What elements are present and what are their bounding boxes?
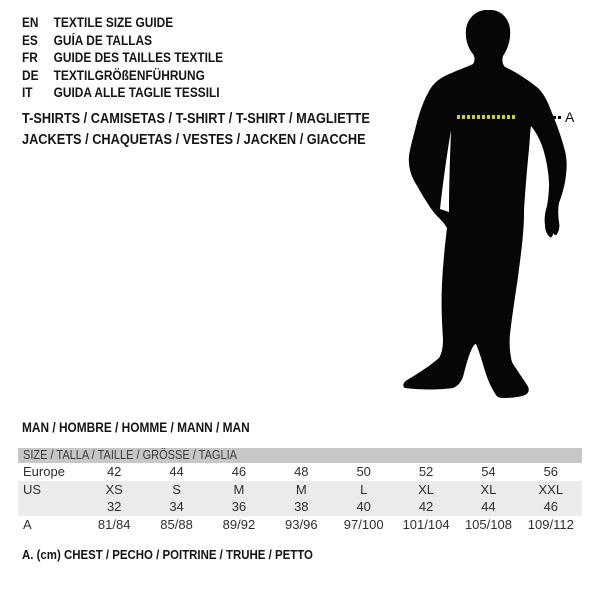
table-cell: 42 (106, 464, 122, 479)
language-label: GUIDE DES TAILLES TEXTILE (53, 50, 224, 65)
table-row-label (18, 498, 83, 516)
language-row-text (22, 32, 152, 50)
man-silhouette (403, 10, 566, 398)
language-row (22, 14, 251, 32)
table-cell: 44 (169, 464, 184, 479)
category-list (22, 109, 417, 150)
language-code: ES (22, 32, 38, 48)
language-row-text (22, 49, 223, 67)
chest-measure-line (457, 115, 517, 119)
table-cell: 54 (481, 464, 496, 479)
size-table-header (18, 448, 582, 463)
size-table (18, 448, 582, 534)
table-cell: 32 (106, 499, 122, 514)
language-code: FR (22, 50, 38, 65)
section-title (22, 420, 281, 436)
measurement-footnote (22, 547, 353, 563)
language-row (22, 67, 251, 85)
table-cell: 105/108 (464, 517, 512, 532)
table-cell: M (233, 482, 245, 497)
language-row (22, 49, 251, 67)
table-cell: 36 (231, 499, 247, 514)
table-cell: 34 (169, 499, 184, 514)
table-cell: 101/104 (402, 517, 450, 532)
language-code: IT (22, 85, 33, 100)
table-cell: 46 (231, 464, 247, 479)
table-row (18, 498, 582, 516)
measure-label-a: A (565, 109, 575, 125)
table-row-label: US (23, 482, 42, 497)
table-cell: 44 (481, 499, 496, 514)
table-cell: 85/88 (160, 517, 193, 532)
language-code: DE (22, 67, 39, 83)
figure-area (395, 8, 580, 400)
language-row (22, 84, 251, 102)
table-row (18, 516, 582, 534)
table-cell: M (295, 482, 307, 497)
table-cell: 81/84 (97, 517, 131, 532)
category-line (22, 130, 417, 151)
language-label: TEXTILGRÖßENFÜHRUNG (53, 67, 205, 83)
table-cell: 52 (418, 464, 434, 479)
table-cell: XS (105, 482, 123, 497)
table-cell: 93/96 (285, 517, 318, 532)
table-row (18, 481, 582, 498)
language-row-text (22, 67, 205, 85)
measure-connector-line (548, 116, 562, 119)
language-code: EN (22, 15, 39, 30)
section-title-text: MAN / HOMBRE / HOMME / MANN / MAN (22, 420, 250, 435)
table-cell: 56 (543, 464, 559, 479)
category-line-text: JACKETS / CHAQUETAS / VESTES / JACKEN / GIACCHE (22, 131, 366, 148)
table-cell: 48 (294, 464, 309, 479)
language-row-text (22, 84, 220, 102)
table-row (18, 463, 582, 481)
language-row (22, 32, 251, 50)
table-cell: XL (480, 482, 497, 497)
language-row-text (22, 14, 173, 32)
table-cell: XL (418, 482, 435, 497)
language-list (22, 14, 251, 102)
man-silhouette-image (395, 8, 580, 400)
size-table-body (18, 463, 582, 534)
table-cell: 38 (294, 499, 309, 514)
table-cell: 89/92 (222, 517, 256, 532)
table-row-label: Europe (23, 464, 65, 479)
category-line (22, 109, 417, 130)
table-cell: L (360, 482, 368, 497)
language-label: GUÍA DE TALLAS (53, 32, 153, 48)
category-line-text: T-SHIRTS / CAMISETAS / T-SHIRT / T-SHIRT / MAGLIETTE (22, 111, 370, 127)
language-label: GUIDA ALLE TAGLIE TESSILI (53, 85, 220, 100)
language-label: TEXTILE SIZE GUIDE (53, 15, 174, 30)
table-cell: 97/100 (343, 517, 384, 532)
table-cell: 42 (418, 499, 434, 514)
table-cell: 40 (356, 499, 371, 514)
table-cell: 109/112 (527, 517, 574, 532)
table-cell: 50 (356, 464, 371, 479)
table-row-label: A (23, 517, 32, 532)
table-cell: S (172, 482, 181, 497)
size-table-header-text: SIZE / TALLA / TAILLE / GRÖSSE / TAGLIA (23, 448, 237, 462)
table-cell: XXL (538, 482, 564, 497)
measurement-footnote-text: A. (cm) CHEST / PECHO / POITRINE / TRUHE / PETTO (22, 547, 313, 562)
table-cell: 46 (543, 499, 559, 514)
